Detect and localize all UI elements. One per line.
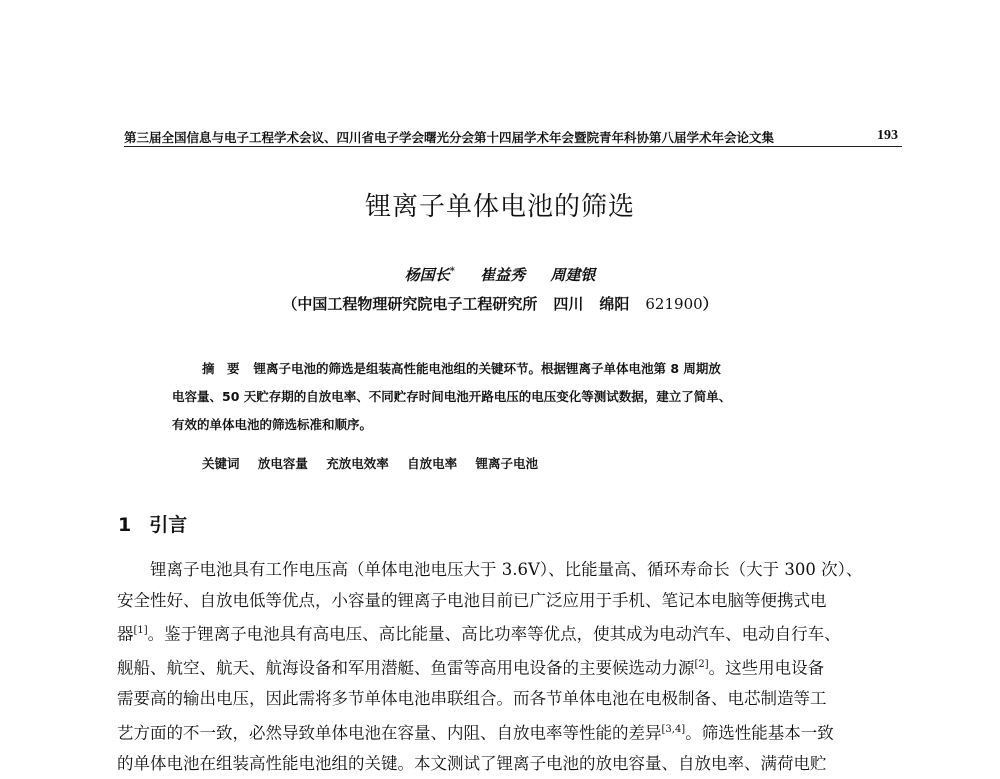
body-text-run: 。这些用电设备 — [709, 659, 825, 678]
author-name: 杨国长 — [405, 266, 450, 284]
body-line — [117, 555, 897, 586]
section-title: 引言 — [149, 514, 187, 536]
body-line — [117, 616, 897, 650]
abstract-label: 摘 要 — [202, 361, 240, 376]
author-name: 周建银 — [550, 266, 595, 284]
keywords — [202, 454, 538, 472]
citation-ref: [2] — [695, 659, 709, 670]
author-list — [0, 264, 1000, 285]
affiliation-province: 四川 — [553, 295, 583, 313]
citation-ref: [3,4] — [662, 724, 686, 735]
author-2 — [480, 266, 525, 284]
abstract-line: 电容量、50 天贮存期的自放电率、不同贮存时间电池开路电压的电压变化等测试数据，建立了简单、 — [172, 383, 860, 411]
author-1 — [405, 266, 455, 284]
keyword: 锂离子电池 — [476, 456, 539, 471]
abstract-line — [172, 355, 860, 383]
citation-ref: [1] — [134, 625, 148, 636]
affiliation — [0, 293, 1000, 314]
body-text-run: 。鉴于锂离子电池具有高电压、高比能量、高比功率等优点，使其成为电动汽车、电动自行车、 — [148, 625, 841, 644]
body-text-run: 锂离子电池具有工作电压高（单体电池电压大于 3.6V）、比能量高、循环寿命长（大于 300 次）、 — [150, 560, 862, 579]
keyword: 放电容量 — [258, 456, 308, 471]
corresponding-author-mark: * — [450, 266, 455, 277]
body-line — [117, 715, 897, 749]
affiliation-institute: 中国工程物理研究院电子工程研究所 — [297, 295, 537, 313]
conference-title: 第三届全国信息与电子工程学术会议、四川省电子学会曙光分会第十四届学术年会暨院青年科协第八届学术年会论文集 — [124, 128, 774, 146]
body-text-run: 。筛选性能基本一致 — [685, 723, 834, 742]
running-header — [124, 126, 902, 147]
abstract-line: 有效的单体电池的筛选标准和顺序。 — [172, 411, 860, 439]
body-text-run: 的单体电池在组装高性能电池组的关键。本文测试了锂离子电池的放电容量、自放电率、满荷电贮 — [117, 754, 827, 773]
body-text-run: 艺方面的不一致，必然导致单体电池在容量、内阻、自放电率等性能的差异 — [117, 723, 662, 742]
body-line — [117, 586, 897, 617]
body-text-run: 需要高的输出电压，因此需将多节单体电池串联组合。而各节单体电池在电极制备、电芯制造等工 — [117, 689, 827, 708]
paper-title: 锂离子单体电池的筛选 — [0, 186, 1000, 223]
author-3 — [550, 266, 595, 284]
keyword: 充放电效率 — [326, 456, 389, 471]
keywords-label: 关键词 — [202, 456, 240, 471]
introduction-body — [117, 555, 897, 779]
section-number: 1 — [118, 514, 131, 536]
affiliation-close-paren: ） — [703, 295, 718, 313]
page-number: 193 — [877, 128, 898, 144]
body-text-run: 舰船、航空、航天、航海设备和军用潜艇、鱼雷等高用电设备的主要候选动力源 — [117, 659, 695, 678]
abstract-text: 锂离子电池的筛选是组装高性能电池组的关键环节。根据锂离子单体电池第 8 周期放 — [254, 361, 721, 376]
body-line — [117, 650, 897, 684]
section-heading-introduction — [118, 510, 187, 537]
body-line — [117, 684, 897, 715]
keyword: 自放电率 — [407, 456, 457, 471]
author-name: 崔益秀 — [480, 266, 525, 284]
body-line — [117, 749, 897, 779]
body-text-run: 安全性好、自放电低等优点，小容量的锂离子电池目前已广泛应用于手机、笔记本电脑等便携式电 — [117, 591, 827, 610]
affiliation-open-paren: （ — [282, 295, 297, 313]
abstract — [172, 355, 860, 439]
affiliation-city: 绵阳 — [599, 295, 629, 313]
affiliation-postcode: 621900 — [645, 295, 702, 313]
body-text-run: 器 — [117, 625, 134, 644]
